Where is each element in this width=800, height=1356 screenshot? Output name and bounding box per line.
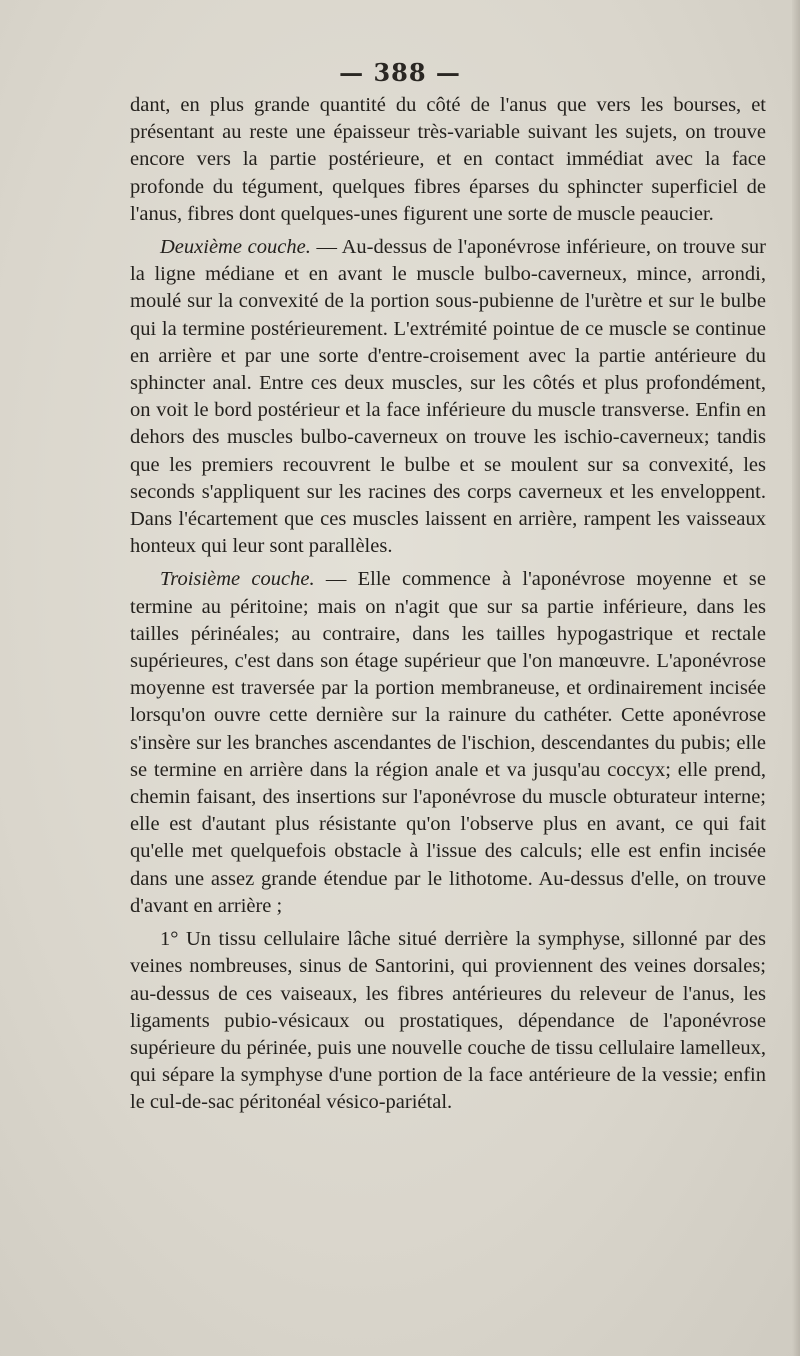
body-text (130, 92, 766, 1117)
paragraph-item-1 (130, 926, 766, 1116)
paragraph-text: — Elle commence à l'aponévrose moyenne et se termine au péritoine; mais on n'agit que sur sa partie inférieure, dans les tailles périnéales; au contraire, dans les tailles hypogastrique et rectale supérieures, c'est dans son étage supérieur que l'on manœuvre. L'aponévrose moyenne est traversée par la portion membraneuse, et ordinairement incisée lorsqu'on ouvre cette dernière sur la rainure du cathéter. Cette aponévrose s'insère sur les branches ascendantes de l'ischion, descendantes du pubis; elle se termine en arrière dans la région anale et va jusqu'au coccyx; elle prend, chemin faisant, des insertions sur l'aponévrose du muscle obturateur interne; elle est d'autant plus résistante qu'on l'observe plus en avant, ce qui fait qu'elle met quelquefois obstacle à l'issue des calculs; elle est enfin incisée dans une assez grande étendue par le lithotome. Au-dessus d'elle, on trouve d'avant en arrière ; (130, 568, 767, 917)
paragraph-troisieme-couche (130, 566, 766, 920)
paragraph-text: — Au-dessus de l'aponévrose inférieure, on trouve sur la ligne médiane et en avant le muscle bulbo-caverneux, mince, arrondi, moulé sur la convexité de la portion sous-pubienne de l'urètre et sur le bulbe qui la termine postérieurement. L'extrémité pointue de ce muscle se continue en arrière et par une sorte d'entre-croisement avec la partie antérieure du sphincter anal. Entre ces deux muscles, sur les côtés et plus profondément, on voit le bord postérieur et la face inférieure du muscle transverse. Enfin en dehors des muscles bulbo-caverneux on trouve les ischio-caverneux; tandis que les premiers recouvrent le bulbe et se moulent sur sa convexité, les seconds s'appliquent sur les racines des corps caverneux et les enveloppent. Dans l'écartement que ces muscles laissent en arrière, rampent les vaisseaux honteux qui leur sont parallèles. (130, 236, 767, 558)
paragraph-text: 1° Un tissu cellulaire lâche situé derrière la symphyse, sillonné par des veines nombreuses, sinus de Santorini, qui proviennent des veines dorsales; au-dessus de ces vaiseaux, les fibres antérieures du releveur de l'anus, les ligaments pubio-vésicaux ou prostatiques, dépendance de l'aponévrose supérieure du périnée, puis une nouvelle couche de tissu cellulaire lamelleux, qui sépare la symphyse d'une portion de la face antérieure de la vessie; enfin le cul-de-sac péritonéal vésico-pariétal. (130, 928, 766, 1114)
page-edge (792, 0, 800, 1356)
paragraph-continuation (130, 92, 766, 228)
page-number: — 388 — (339, 58, 461, 87)
paragraph-deuxieme-couche (130, 234, 766, 560)
paragraph-text: dant, en plus grande quantité du côté de l'anus que vers les bourses, et présentant au reste une épaisseur très-variable suivant les sujets, on trouve encore vers la partie postérieure, et en contact immédiat avec la face profonde du tégument, quelques fibres éparses du sphincter superficiel de l'anus, fibres dont quelques-unes figurent une sorte de muscle peaucier. (130, 94, 766, 225)
section-heading: Troisième couche. (160, 568, 315, 591)
section-heading: Deuxième couche. (160, 236, 311, 259)
